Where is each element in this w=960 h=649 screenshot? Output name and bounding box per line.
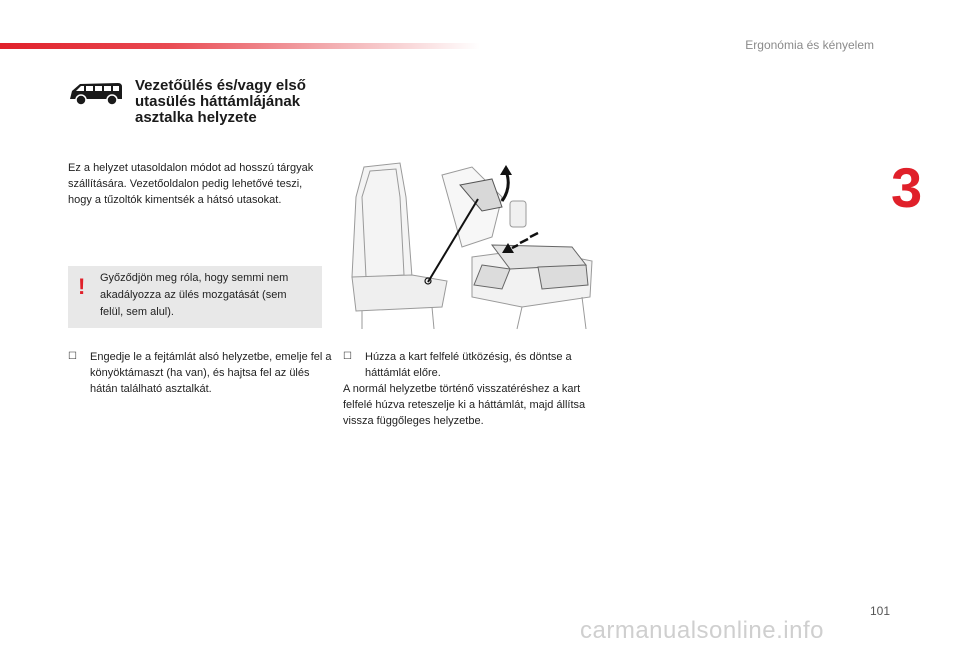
chapter-number: 3 xyxy=(891,156,923,219)
seat-illustration xyxy=(342,157,604,332)
intro-paragraph: Ez a helyzet utasoldalon módot ad hosszú tárgyak szállítására. Vezetőoldalon pedig lehetővé teszi, hogy a tűzoltók kimentsék a hátsó utasokat. xyxy=(68,162,314,206)
warning-box xyxy=(68,266,322,328)
step-item xyxy=(343,349,603,429)
warning-text: Győződjön meg róla, hogy semmi nem akadályozza az ülés mozgatását (sem felül, sem alul). xyxy=(100,272,289,318)
step-text: Húzza a kart felfelé ütközésig, és döntse a háttámlát előre. xyxy=(365,351,572,379)
warning-icon: ! xyxy=(78,274,86,299)
step-text: Engedje le a fejtámlát alsó helyzetbe, emelje fel a könyöktámaszt (ha van), és hajtsa fel az ülés hátán található asztalkát. xyxy=(90,351,332,395)
checkbox-bullet-icon: ☐ xyxy=(68,351,77,362)
checkbox-bullet-icon: ☐ xyxy=(343,351,352,362)
step-item xyxy=(68,349,338,397)
page-number: 101 xyxy=(870,604,891,618)
section-title: Ergonómia és kényelem xyxy=(745,38,874,52)
return-instruction: A normál helyzetbe történő visszatéréshez a kart felfelé húzva reteszelje ki a háttámlát, majd állítsa vissza függőleges helyzetbe. xyxy=(343,383,586,427)
watermark: carmanualsonline.info xyxy=(580,617,824,644)
header-accent-bar xyxy=(0,43,480,49)
van-icon xyxy=(68,79,124,107)
page-heading: Vezetőülés és/vagy első utasülés háttámlájának asztalka helyzete xyxy=(135,77,306,126)
